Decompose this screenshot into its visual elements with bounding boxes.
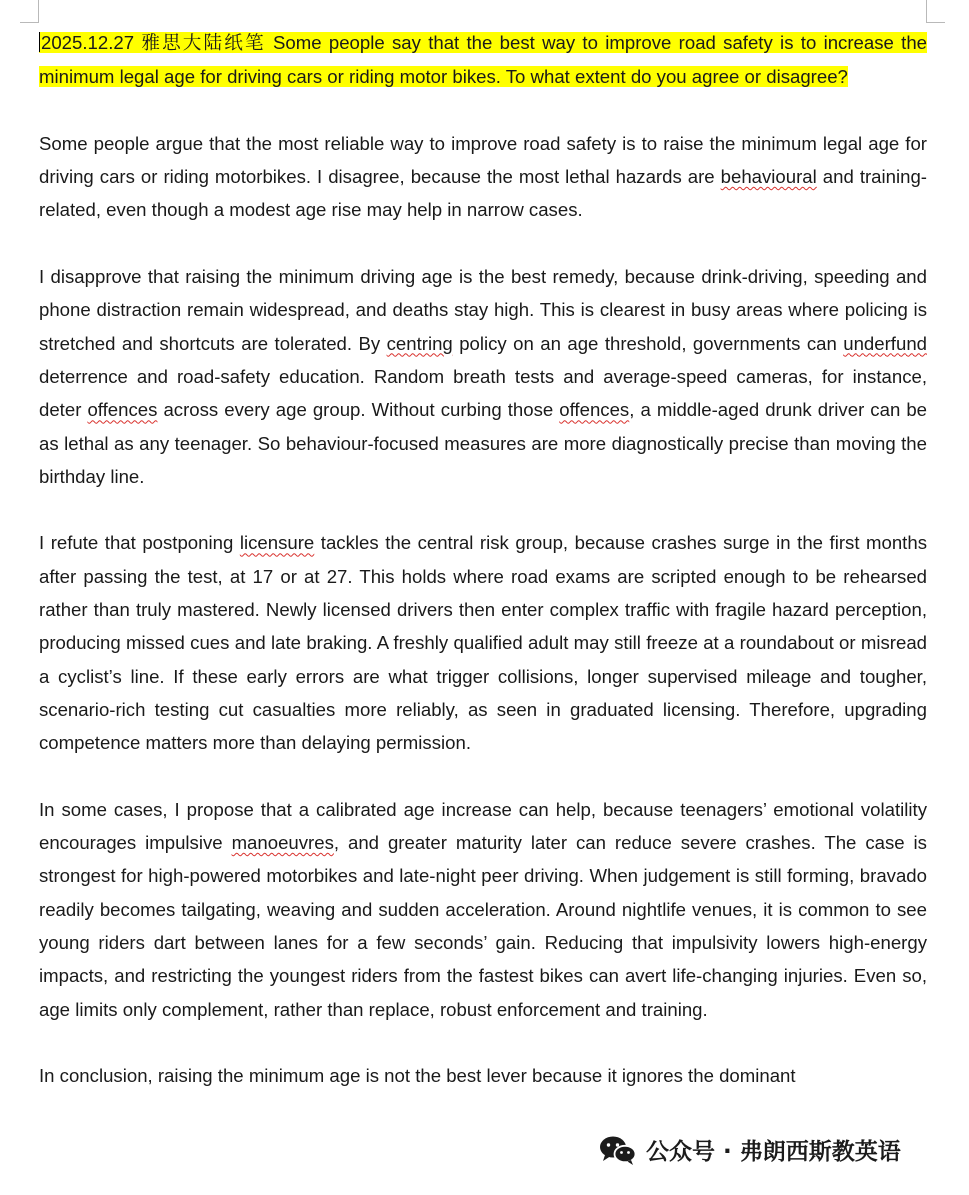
text-run: , a middle-aged drunk driver can be as lethal as any teenager. So behaviour-focused measures are more diagnostically precise than moving the birthday line. <box>39 399 928 487</box>
text-run: In some cases, I propose that a calibrated age increase can help, because teenagers’ emotional volatility encourages impulsive <box>39 798 927 854</box>
text-run: Some people argue that the most reliable way to improve road safety is to raise the minimum legal age for driving cars or riding motorbikes. I disagree, because the most lethal hazards are <box>39 132 927 188</box>
essay-prompt[interactable] <box>39 26 927 94</box>
page-corner-mark-left-vertical <box>38 0 39 22</box>
account-watermark <box>598 1133 901 1166</box>
misspelled-word[interactable]: underfund <box>843 332 927 354</box>
text-run: across every age group. Without curbing those <box>157 399 560 421</box>
document-page[interactable] <box>39 26 927 1126</box>
body-paragraph-1[interactable] <box>39 260 927 493</box>
text-run: policy on an age threshold, governments can <box>452 332 844 354</box>
highlighted-prompt <box>39 32 927 87</box>
misspelled-word[interactable]: offences <box>559 399 630 421</box>
text-run: tackles the central risk group, because crashes surge in the first months after passing the test, at 17 or at 27. This holds where road exams are scripted enough to be rehearsed rather than truly mastered. Newly licensed drivers then enter complex traffic with fragile hazard perception, producing missed cues and late braking. A freshly qualified adult may still freeze at a roundabout or misread a cyclist’s line. If these early errors are what trigger collisions, longer supervised mileage and tougher, scenario-rich testing cut casualties more reliably, as seen in graduated licensing. Therefore, upgrading competence matters more than delaying permission. <box>39 532 927 754</box>
text-run: In conclusion, raising the minimum age is not the best lever because it ignores the dominant <box>39 1065 796 1087</box>
introduction-paragraph[interactable] <box>39 127 927 227</box>
conclusion-paragraph[interactable] <box>39 1059 927 1092</box>
text-run: , and greater maturity later can reduce severe crashes. The case is strongest for high-powered motorbikes and late-night peer driving. When judgement is still forming, bravado readily becomes tailgating, weaving and sudden acceleration. Around nightlife venues, it is common to see young riders dart between lanes for a few seconds’ gain. Reducing that impulsivity lowers high-energy impacts, and restricting the youngest riders from the fastest bikes can avert life-changing injuries. Even so, age limits only complement, rather than replace, robust enforcement and training. <box>39 832 927 1020</box>
text-cursor <box>39 32 40 52</box>
body-paragraph-3[interactable] <box>39 793 927 1026</box>
misspelled-word[interactable]: behavioural <box>720 166 817 188</box>
misspelled-word[interactable]: offences <box>87 399 158 421</box>
misspelled-word[interactable]: centring <box>386 332 453 354</box>
wechat-icon <box>598 1134 638 1166</box>
prompt-source: 雅思大陆纸笔 <box>141 33 266 54</box>
prompt-question: Some people say that the best way to improve road safety is to increase the minimum legal age for driving cars or riding motor bikes. To what extent do you agree or disagree? <box>39 32 927 88</box>
page-corner-mark-right-horizontal <box>926 22 945 23</box>
prompt-date: 2025.12.27 <box>41 32 135 53</box>
text-run: I disapprove that raising the minimum driving age is the best remedy, because drink-driving, speeding and phone distraction remain widespread, and deaths stay high. This is clearest in busy areas where policing is stretched and shortcuts are tolerated. By <box>39 266 927 354</box>
watermark-text: 公众号 · 弗朗西斯教英语 <box>646 1139 901 1165</box>
misspelled-word[interactable]: manoeuvres <box>231 832 334 854</box>
body-paragraph-2[interactable] <box>39 526 927 759</box>
text-run: I refute that postponing <box>39 532 240 554</box>
misspelled-word[interactable]: licensure <box>239 532 315 554</box>
text-run: deterrence and road-safety education. Random breath tests and average-speed cameras, for instance, deter <box>39 365 927 421</box>
page-corner-mark-left-horizontal <box>20 22 39 23</box>
page-corner-mark-right-vertical <box>926 0 927 22</box>
text-run: and training-related, even though a modest age rise may help in narrow cases. <box>39 166 927 221</box>
